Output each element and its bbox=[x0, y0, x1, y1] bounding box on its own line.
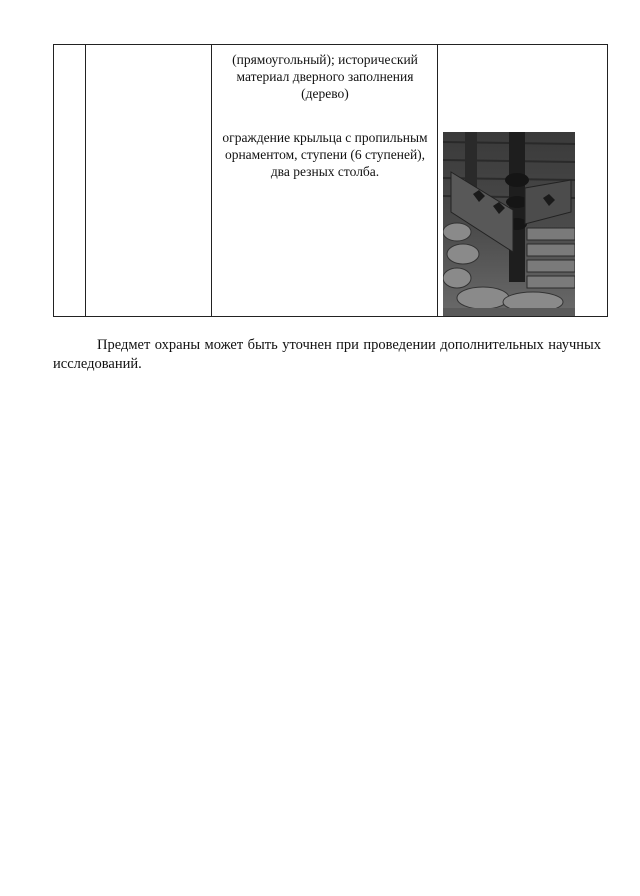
table-cell-text-1: (прямоугольный); исторический материал дверного заполнения (дерево) bbox=[232, 52, 418, 101]
column-divider-3 bbox=[437, 45, 438, 316]
column-divider-2 bbox=[211, 45, 212, 316]
porch-photo bbox=[443, 132, 575, 316]
protection-table bbox=[53, 44, 608, 317]
note-paragraph: Предмет охраны может быть уточнен при проведении дополнительных научных исследований. bbox=[53, 337, 601, 372]
table-cell-text-2: ограждение крыльца с пропильным орнаментом, ступени (6 ступеней), два резных столба. bbox=[222, 130, 428, 179]
column-divider-1 bbox=[85, 45, 86, 316]
